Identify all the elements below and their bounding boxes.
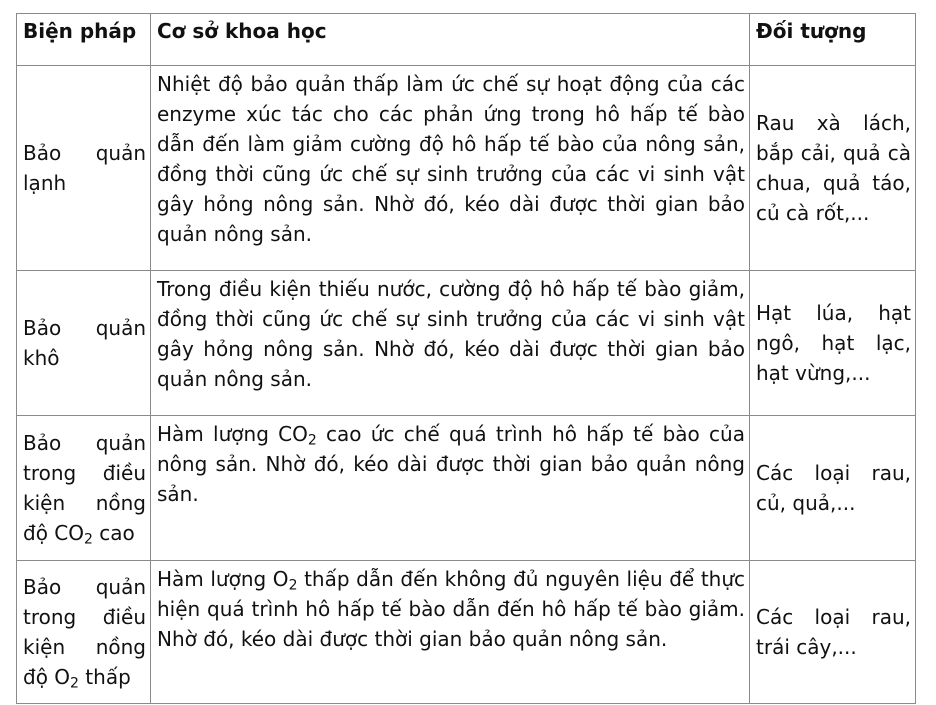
method-text: Bảo quản trong điều kiện nồng độ O [23, 575, 146, 689]
method-cell: Bảo quản lạnh [17, 66, 151, 271]
method-cell [17, 561, 151, 704]
table-row [17, 416, 916, 561]
header-basis: Cơ sở khoa học [151, 14, 750, 66]
method-text-end: cao [92, 521, 135, 545]
subscript: 2 [70, 675, 79, 692]
basis-text: Hàm lượng O [157, 567, 289, 591]
table-row [17, 271, 916, 416]
subscript: 2 [288, 577, 298, 594]
basis-cell [151, 416, 750, 561]
object-cell: Các loại rau, trái cây,... [750, 561, 916, 704]
basis-cell: Nhiệt độ bảo quản thấp làm ức chế sự hoạt động của các enzyme xúc tác cho các phản ứng trong hô hấp tế bào dẫn đến làm giảm cường độ hô hấp tế bào của nông sản, đồng thời cũng ức chế sự sinh trưởng của các vi sinh vật gây hỏng nông sản. Nhờ đó, kéo dài được thời gian bảo quản nông sản. [151, 66, 750, 271]
subscript: 2 [307, 432, 317, 449]
header-method: Biện pháp [17, 14, 151, 66]
subscript: 2 [84, 531, 93, 548]
object-cell: Các loại rau, củ, quả,... [750, 416, 916, 561]
method-text-end: thấp [78, 665, 131, 689]
basis-cell [151, 561, 750, 704]
table-header-row [17, 14, 916, 66]
method-cell: Bảo quản khô [17, 271, 151, 416]
basis-text-end: thấp dẫn đến không đủ nguyên liệu để thực hiện quá trình hô hấp tế bào dẫn đến hô hấp tế bào giảm. Nhờ đó, kéo dài được thời gian bảo quản nông sản. [157, 567, 746, 651]
header-object: Đối tượng [750, 14, 916, 66]
table-row [17, 66, 916, 271]
basis-text-end: cao ức chế quá trình hô hấp tế bào của nông sản. Nhờ đó, kéo dài được thời gian bảo quản nông sản. [157, 422, 745, 506]
basis-cell: Trong điều kiện thiếu nước, cường độ hô hấp tế bào giảm, đồng thời cũng ức chế sự sinh trưởng của các vi sinh vật gây hỏng nông sản. Nhờ đó, kéo dài được thời gian bảo quản nông sản. [151, 271, 750, 416]
method-text: Bảo quản trong điều kiện nồng độ CO [23, 431, 146, 545]
method-cell [17, 416, 151, 561]
basis-text: Hàm lượng CO [157, 422, 308, 446]
storage-methods-table [16, 13, 916, 704]
object-cell: Hạt lúa, hạt ngô, hạt lạc, hạt vừng,... [750, 271, 916, 416]
object-cell: Rau xà lách, bắp cải, quả cà chua, quả táo, củ cà rốt,... [750, 66, 916, 271]
table-row [17, 561, 916, 704]
